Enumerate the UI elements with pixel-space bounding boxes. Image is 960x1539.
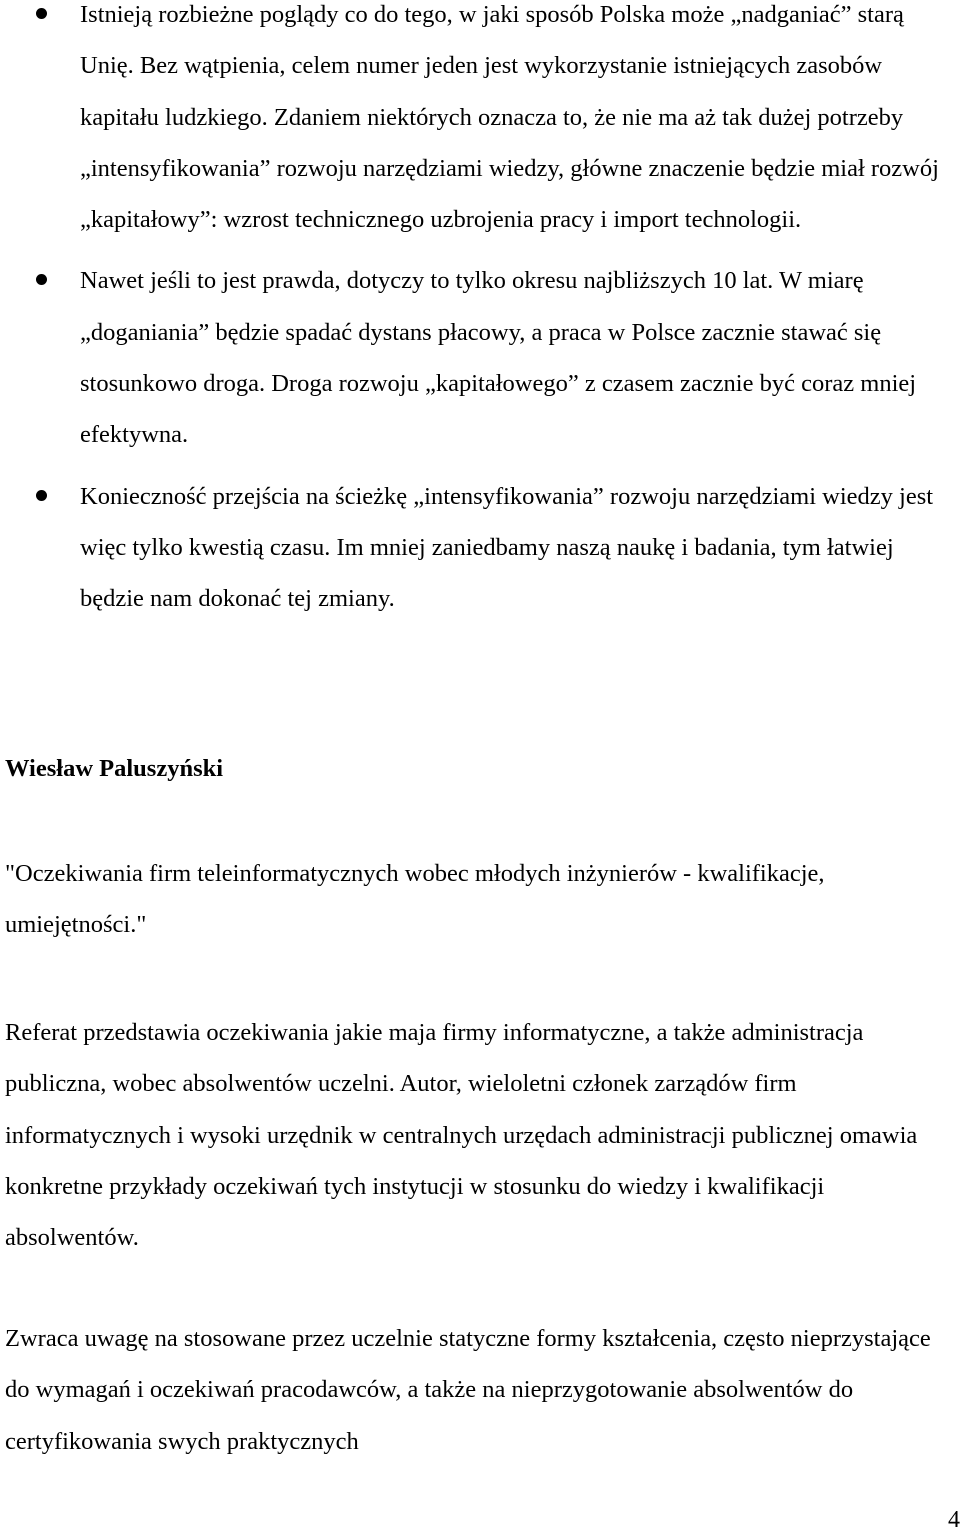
bullet-item	[0, 471, 960, 625]
page-number: 4	[948, 1507, 960, 1533]
talk-title: "Oczekiwania firm teleinformatycznych wobec młodych inżynierów - kwalifikacje, umiejętności."	[5, 860, 825, 939]
bullet-icon	[36, 8, 47, 19]
bullet-icon	[36, 490, 47, 501]
bullet-icon	[36, 274, 47, 285]
bullet-text: Istnieją rozbieżne poglądy co do tego, w jaki sposób Polska może „nadganiać” starą Unię. Bez wątpienia, celem numer jeden jest wykorzystanie istniejących zasobów kapitału ludzkiego. Zdaniem niektórych oznacza to, że nie ma aż tak dużej potrzeby „intensyfikowania” rozwoju narzędziami wiedzy, główne znaczenie będzie miał rozwój „kapitałowy”: wzrost technicznego uzbrojenia pracy i import technologii.	[80, 1, 939, 234]
bullet-text: Nawet jeśli to jest prawda, dotyczy to tylko okresu najbliższych 10 lat. W miarę „doganiania” będzie spadać dystans płacowy, a praca w Polsce zacznie stawać się stosunkowo droga. Droga rozwoju „kapitałowego” z czasem zacznie być coraz mniej efektywna.	[80, 267, 917, 449]
abstract-paragraph: Zwraca uwagę na stosowane przez uczelnie statyczne formy kształcenia, często nieprzystające do wymagań i oczekiwań pracodawców, a także na nieprzygotowanie absolwentów do certyfikowania swych praktycznych	[5, 1325, 931, 1455]
abstract-paragraph: Referat przedstawia oczekiwania jakie maja firmy informatyczne, a także administracja publiczna, wobec absolwentów uczelni. Autor, wieloletni członek zarządów firm informatycznych i wysoki urzędnik w centralnych urzędach administracji publicznej omawia konkretne przykłady oczekiwań tych instytucji w stosunku do wiedzy i kwalifikacji absolwentów.	[5, 1019, 918, 1252]
bullet-list	[0, 0, 960, 635]
bullet-item	[0, 0, 960, 245]
bullet-item	[0, 255, 960, 460]
author-name: Wiesław Paluszyński	[5, 755, 224, 782]
bullet-text: Konieczność przejścia na ścieżkę „intensyfikowania” rozwoju narzędziami wiedzy jest więc tylko kwestią czasu. Im mniej zaniedbamy naszą naukę i badania, tym łatwiej będzie nam dokonać tej zmiany.	[80, 482, 934, 613]
